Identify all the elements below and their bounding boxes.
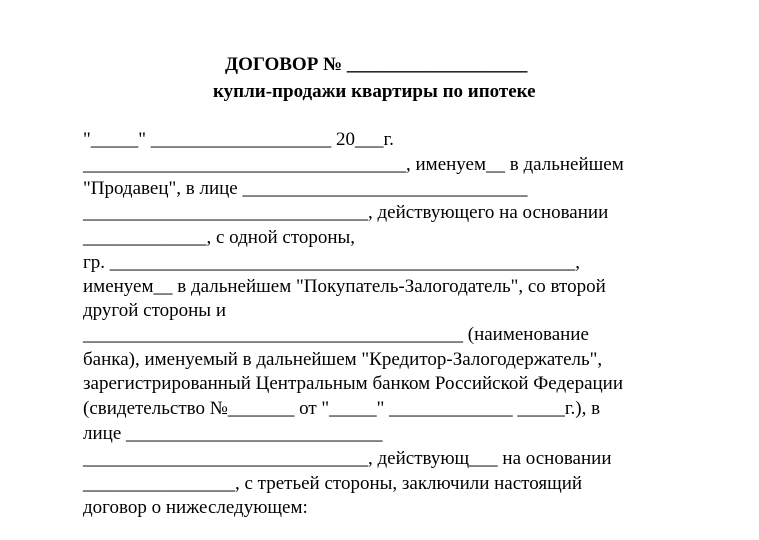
second-party-line: другой стороны и: [83, 300, 226, 321]
document-subtitle: купли-продажи квартиры по ипотеке: [213, 81, 536, 102]
closing-line: договор о нижеследующем:: [83, 497, 308, 518]
registration-line: зарегистрированный Центральным банком Российской Федерации: [83, 373, 624, 394]
bank-name-line: ________________________________________ (наименование: [83, 324, 589, 345]
creditor-line: банка), именуемый в дальнейшем "Кредитор-Залогодержатель",: [83, 349, 603, 370]
bank-basis-line: ______________________________, действующ___ на основании: [83, 448, 612, 469]
first-party-line: _____________, с одной стороны,: [83, 227, 356, 248]
seller-basis-line: ______________________________, действующего на основании: [83, 202, 609, 223]
bank-representative-line: лице ___________________________: [83, 423, 383, 444]
certificate-line: (свидетельство №_______ от "_____" _____________ _____г.), в: [83, 398, 601, 419]
buyer-line: именуем__ в дальнейшем "Покупатель-Залогодатель", со второй: [83, 276, 606, 297]
seller-representative-line: "Продавец", в лице ______________________________: [83, 178, 528, 199]
seller-line: __________________________________, именуем__ в дальнейшем: [83, 154, 624, 175]
citizen-line: гр. _________________________________________________,: [83, 252, 581, 273]
date-line: "_____" ___________________ 20___г.: [83, 129, 394, 150]
third-party-line: ________________, с третьей стороны, заключили настоящий: [83, 473, 583, 494]
document-title: ДОГОВОР № ___________________: [225, 54, 528, 75]
